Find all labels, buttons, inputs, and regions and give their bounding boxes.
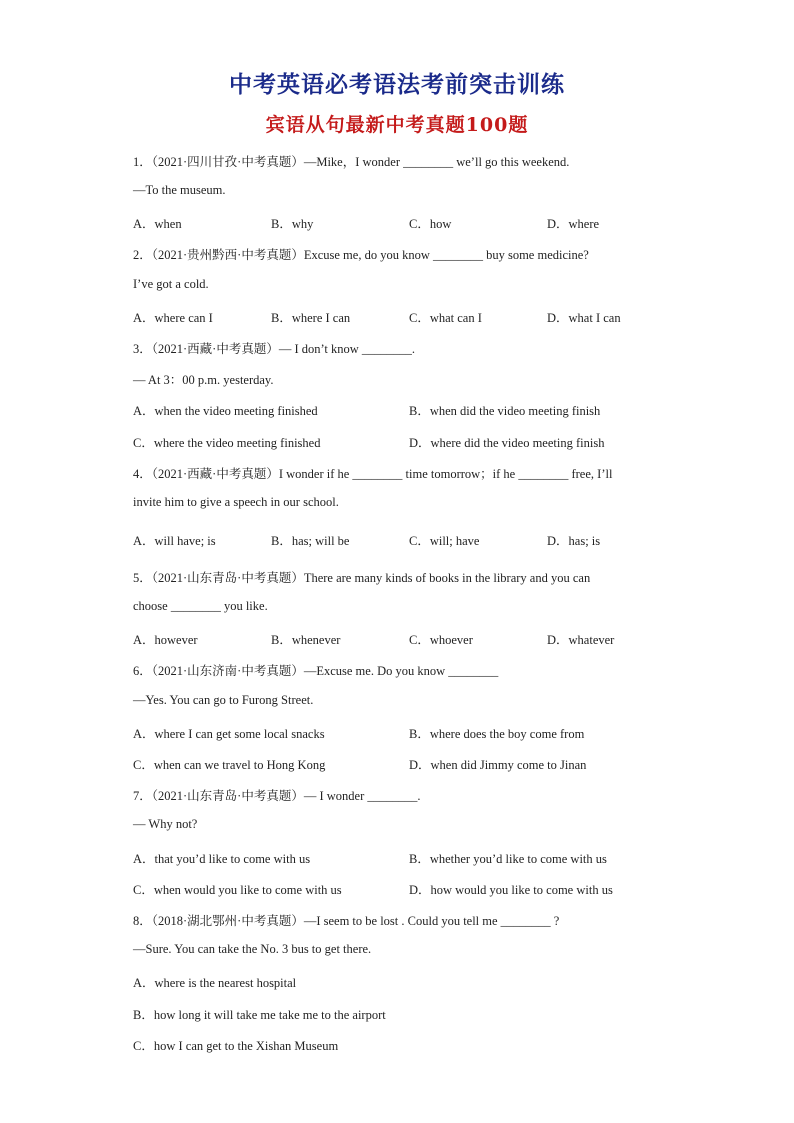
option-b: B．how long it will take me take me to the airport	[133, 1008, 386, 1022]
option-c: C．where the video meeting finished	[133, 436, 321, 450]
option-b: B．why	[271, 217, 314, 231]
option-a: A．where is the nearest hospital	[133, 976, 297, 990]
question-reply: invite him to give a speech in our school.	[133, 495, 339, 509]
option-b: B．whether you’d like to come with us	[409, 852, 607, 866]
page-title: 中考英语必考语法考前突击训练	[229, 71, 565, 98]
question-reply: —Yes. You can go to Furong Street.	[133, 693, 314, 707]
option-c: C．how I can get to the Xishan Museum	[133, 1039, 339, 1053]
option-d: D．what I can	[547, 311, 621, 325]
option-b: B．where does the boy come from	[409, 727, 585, 741]
option-a: A．where I can get some local snacks	[133, 727, 325, 741]
option-c: C．when can we travel to Hong Kong	[133, 758, 326, 772]
option-d: D．has; is	[547, 534, 601, 548]
option-d: D．how would you like to come with us	[409, 883, 613, 897]
option-d: D．where	[547, 217, 600, 231]
option-c: C．will; have	[409, 534, 480, 548]
option-a: A．where can I	[133, 311, 213, 325]
question-reply: — At 3：00 p.m. yesterday.	[133, 373, 274, 387]
option-b: B．where I can	[271, 311, 351, 325]
option-b: B．has; will be	[271, 534, 350, 548]
option-d: D．where did the video meeting finish	[409, 436, 605, 450]
option-c: C．what can I	[409, 311, 482, 325]
question-reply: I’ve got a cold.	[133, 277, 209, 291]
question-reply: — Why not?	[133, 817, 198, 831]
question-reply: choose ________ you like.	[133, 599, 268, 613]
question-stem: 3．（2021·西藏·中考真题）— I don’t know ________.	[133, 342, 416, 356]
option-a: A．when	[133, 217, 182, 231]
question-stem: 6．（2021·山东济南·中考真题）—Excuse me. Do you know ________	[133, 664, 499, 678]
option-a: A．however	[133, 633, 198, 647]
option-a: A．when the video meeting finished	[133, 404, 318, 418]
option-a: A．that you’d like to come with us	[133, 852, 311, 866]
question-stem: 1．（2021·四川甘孜·中考真题）—Mike，I wonder ________ we’ll go this weekend.	[133, 155, 570, 169]
option-b: B．whenever	[271, 633, 341, 647]
option-a: A．will have; is	[133, 534, 216, 548]
option-b: B．when did the video meeting finish	[409, 404, 601, 418]
option-d: D．whatever	[547, 633, 615, 647]
question-reply: —To the museum.	[133, 183, 226, 197]
question-stem: 4．（2021·西藏·中考真题）I wonder if he ________ time tomorrow；if he ________ free, I’ll	[133, 467, 613, 481]
question-stem: 2．（2021·贵州黔西·中考真题）Excuse me, do you know ________ buy some medicine?	[133, 248, 589, 262]
option-c: C．when would you like to come with us	[133, 883, 342, 897]
page-subtitle: 宾语从句最新中考真题100题	[265, 114, 529, 136]
option-d: D．when did Jimmy come to Jinan	[409, 758, 587, 772]
option-c: C．how	[409, 217, 452, 231]
question-reply: —Sure. You can take the No. 3 bus to get there.	[133, 942, 372, 956]
question-stem: 8．（2018·湖北鄂州·中考真题）—I seem to be lost . Could you tell me ________ ?	[133, 914, 560, 928]
question-stem: 5．（2021·山东青岛·中考真题）There are many kinds of books in the library and you can	[133, 571, 591, 585]
question-stem: 7．（2021·山东青岛·中考真题）— I wonder ________.	[133, 789, 421, 803]
option-c: C．whoever	[409, 633, 473, 647]
